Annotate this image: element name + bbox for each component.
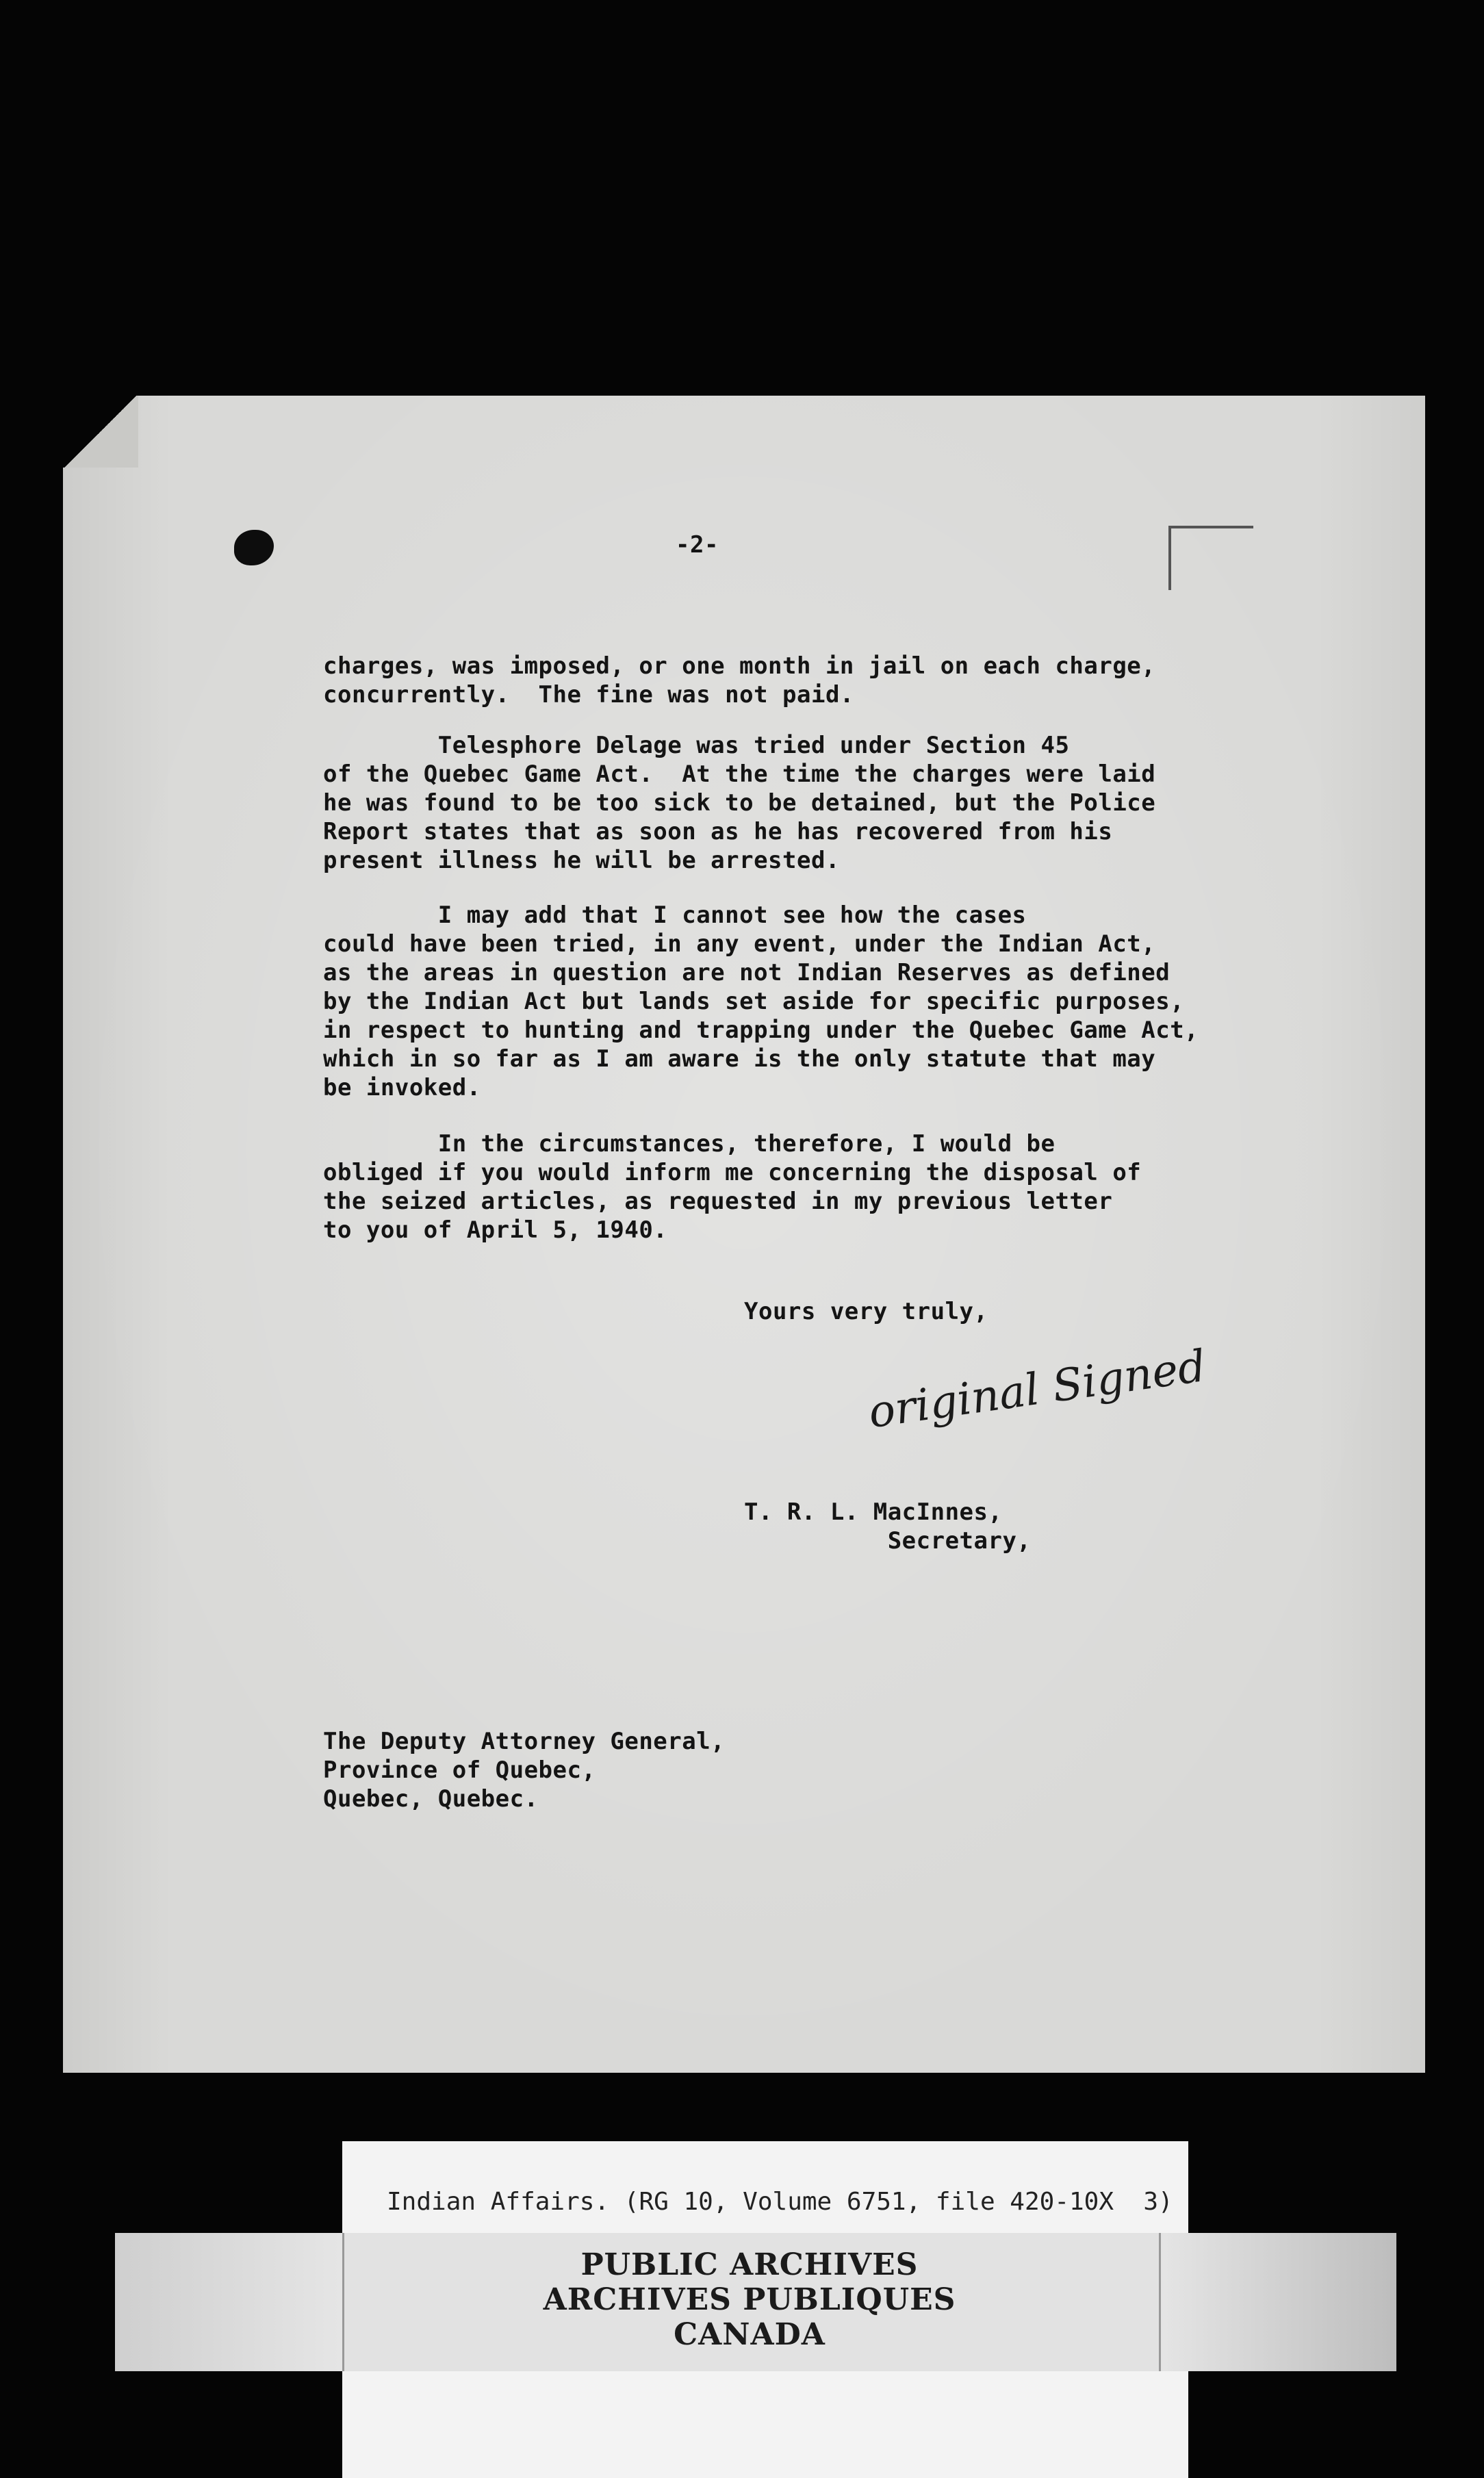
stamp-line-1: PUBLIC ARCHIVES [580, 2247, 919, 2282]
handwritten-signature: original Signed [865, 1340, 1210, 1439]
addressee-block: The Deputy Attorney General, Province of Quebec, Quebec, Quebec. [323, 1728, 726, 1813]
stamp-line-3: CANADA [674, 2317, 826, 2352]
page-number: -2- [676, 531, 719, 559]
paragraph-2: Telesphore Delage was tried under Section 45 of the Quebec Game Act. At the time the charges were laid he was found to be too sick to be detained, but the Police Report states that as soon as he has recovered from his present illness he will be arrested. [323, 732, 1156, 874]
archive-reference: Indian Affairs. (RG 10, Volume 6751, file 420-10X 3) [387, 2188, 1173, 2216]
margin-bracket-mark [1168, 526, 1253, 590]
signer-block: T. R. L. MacInnes, Secretary, [744, 1498, 1032, 1555]
letter-page [63, 396, 1425, 2073]
closing: Yours very truly, [744, 1298, 988, 1325]
folded-corner [63, 396, 138, 468]
stamp-line-2: ARCHIVES PUBLIQUES [543, 2282, 956, 2317]
paragraph-4: In the circumstances, therefore, I would be obliged if you would inform me concerning the disposal of the seized articles, as requested in my previous letter to you of April 5, 1940. [323, 1130, 1142, 1244]
paragraph-3: I may add that I cannot see how the cases could have been tried, in any event, under the Indian Act, as the areas in question are not Indian Reserves as defined by the Indian Act but lands set aside for specific purposes, in respect to hunting and trapping under the Quebec Game Act, which in so far as I am aware is the only statute that may be invoked. [323, 902, 1199, 1101]
ink-blot [234, 530, 274, 565]
paragraph-1: charges, was imposed, or one month in jail on each charge, concurrently. The fine was not paid. [323, 652, 1156, 708]
